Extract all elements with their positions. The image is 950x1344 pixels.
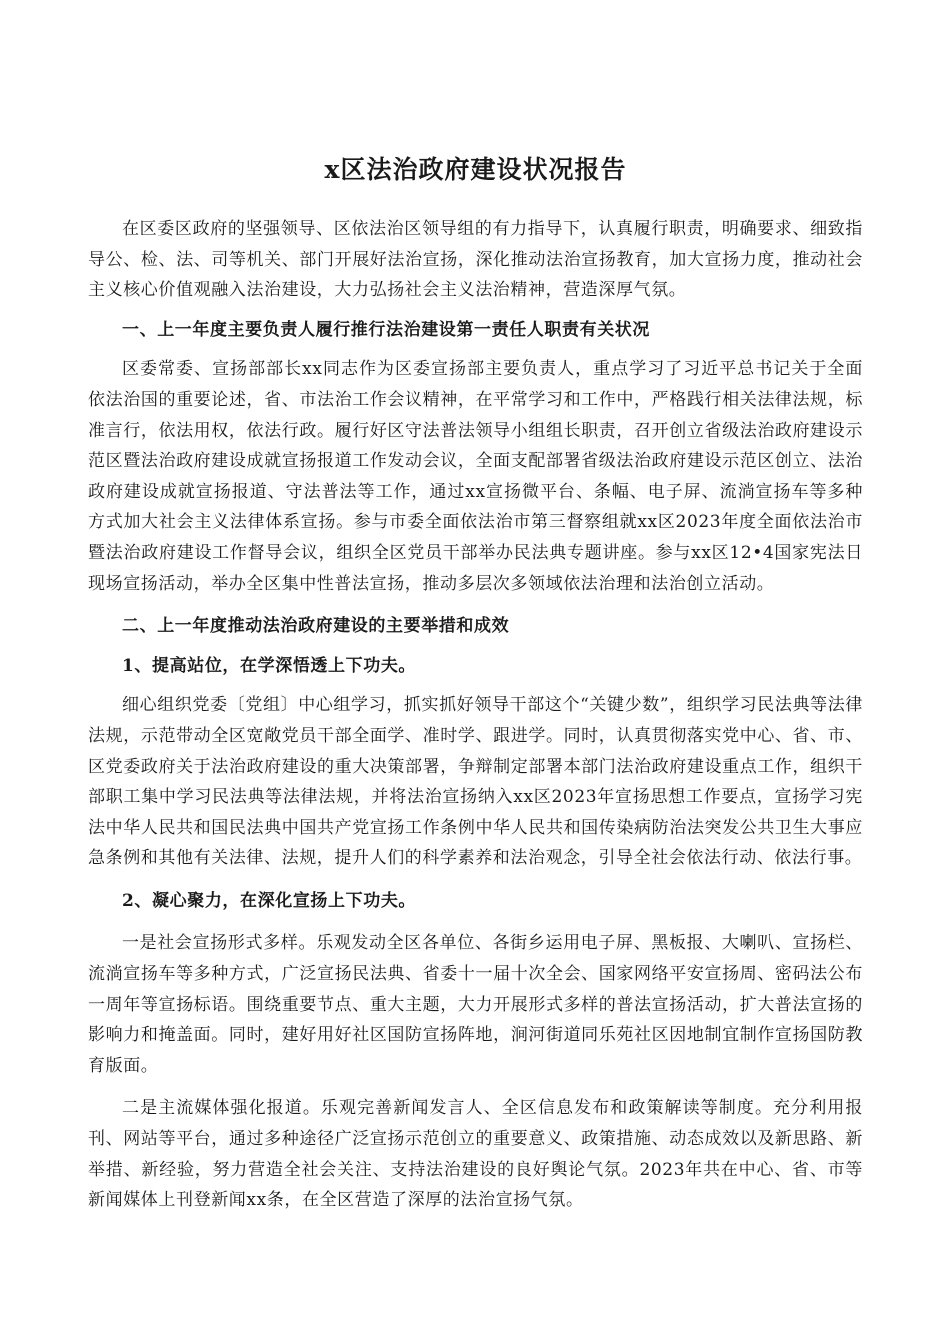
section-1-heading: 一、上一年度主要负责人履行推行法治建设第一责任人职责有关状况 <box>122 319 650 340</box>
document-page <box>88 150 863 1216</box>
subsection-2-body-2: 二是主流媒体强化报道。乐观完善新闻发言人、全区信息发布和政策解读等制度。充分利用报刊、网站等平台，通过多种途径广泛宣扬示范创立的重要意义、政策措施、动态成效以及新思路、新举措、新经验，努力营造全社会关注、支持法治建设的良好舆论气氛。2023年共在中心、省、市等新闻媒体上刊登新闻xx条，在全区营造了深厚的法治宣扬气氛。 <box>88 1098 863 1211</box>
section-2-heading: 二、上一年度推动法治政府建设的主要举措和成效 <box>122 616 510 637</box>
intro-paragraph: 在区委区政府的坚强领导、区依法治区领导组的有力指导下，认真履行职责，明确要求、细致指导公、检、法、司等机关、部门开展好法治宣扬，深化推动法治宣扬教育，加大宣扬力度，推动社会主义核心价值观融入法治建设，大力弘扬社会主义法治精神，营造深厚气氛。 <box>88 219 863 301</box>
subsection-1-heading: 1、提高站位，在学深悟透上下功夫。 <box>122 655 417 676</box>
subsection-2-body-1: 一是社会宣扬形式多样。乐观发动全区各单位、各街乡运用电子屏、黑板报、大喇叭、宣扬栏、流淌宣扬车等多种方式，广泛宣扬民法典、省委十一届十次全会、国家网络平安宣扬周、密码法公布一周年等宣扬标语。围绕重要节点、重大主题，大力开展形式多样的普法宣扬活动，扩大普法宣扬的影响力和掩盖面。同时，建好用好社区国防宣扬阵地，涧河街道同乐苑社区因地制宜制作宣扬国防教育版面。 <box>88 933 863 1076</box>
subsection-2-heading: 2、凝心聚力，在深化宣扬上下功夫。 <box>122 890 417 911</box>
subsection-1-body: 细心组织党委〔党组〕中心组学习，抓实抓好领导干部这个“关键少数”，组织学习民法典等法律法规，示范带动全区宽敞党员干部全面学、准时学、跟进学。同时，认真贯彻落实党中心、省、市、区党委政府关于法治政府建设的重大决策部署，争辩制定部署本部门法治政府建设重点工作，组织干部职工集中学习民法典等法律法规，并将法治宣扬纳入xx区2023年宣扬思想工作要点，宣扬学习宪法中华人民共和国民法典中国共产党宣扬工作条例中华人民共和国传染病防治法突发公共卫生大事应急条例和其他有关法律、法规，提升人们的科学素养和法治观念，引导全社会依法行动、依法行事。 <box>88 695 863 869</box>
document-title: x区法治政府建设状况报告 <box>324 155 627 184</box>
section-1-body: 区委常委、宣扬部部长xx同志作为区委宣扬部主要负责人，重点学习了习近平总书记关于全面依法治国的重要论述，省、市法治工作会议精神，在平常学习和工作中，严格践行相关法律法规，标准言行，依法用权，依法行政。履行好区守法普法领导小组组长职责，召开创立省级法治政府建设示范区暨法治政府建设成就宣扬报道工作发动会议，全面支配部署省级法治政府建设示范区创立、法治政府建设成就宣扬报道、守法普法等工作，通过xx宣扬微平台、条幅、电子屏、流淌宣扬车等多种方式加大社会主义法律体系宣扬。参与市委全面依法治市第三督察组就xx区2023年度全面依法治市暨法治政府建设工作督导会议，组织全区党员干部举办民法典专题讲座。参与xx区12•4国家宪法日现场宣扬活动，举办全区集中性普法宣扬，推动多层次多领域依法治理和法治创立活动。 <box>88 359 863 594</box>
